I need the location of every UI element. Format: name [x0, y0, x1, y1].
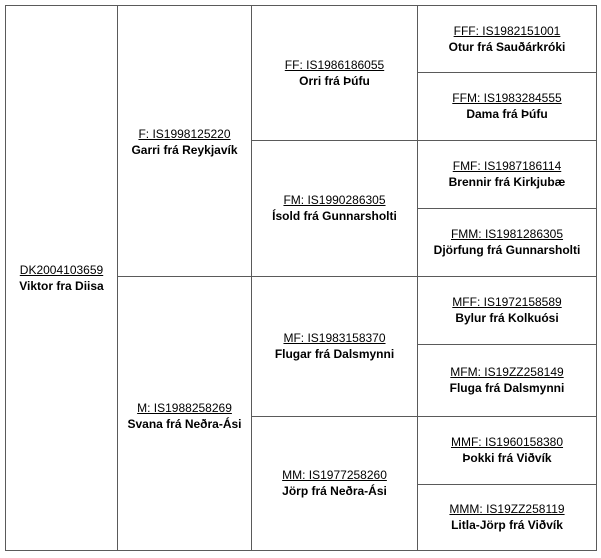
- ffm-cell: [417, 72, 597, 141]
- horse-name: Viktor fra Diisa: [19, 278, 104, 293]
- fm-id[interactable]: FM: IS1990286305: [283, 193, 386, 207]
- sire-cell: [117, 5, 252, 277]
- mfm-id[interactable]: MFM: IS19ZZ258149: [450, 365, 564, 379]
- ffm-name: Dama frá Þúfu: [466, 107, 548, 121]
- ff-id[interactable]: FF: IS1986186055: [284, 57, 385, 72]
- sire-id[interactable]: F: IS1998125220: [138, 127, 231, 141]
- mmf-cell: [417, 416, 597, 485]
- ffm-id[interactable]: FFM: IS1983284555: [452, 91, 562, 105]
- mmf-name: Þokki frá Viðvík: [462, 451, 552, 465]
- horse-cell: [5, 5, 118, 551]
- fff-id[interactable]: FFF: IS1982151001: [453, 23, 561, 38]
- mf-id[interactable]: MF: IS1983158370: [283, 331, 386, 345]
- mff-cell: [417, 276, 597, 345]
- mm-cell: [251, 416, 418, 551]
- ff-cell: [251, 5, 418, 141]
- mfm-cell: [417, 344, 597, 417]
- ff-name: Orri frá Þúfu: [299, 73, 370, 88]
- dam-cell: [117, 276, 252, 551]
- dam-id[interactable]: M: IS1988258269: [137, 401, 232, 415]
- horse-id[interactable]: DK2004103659: [19, 262, 104, 277]
- fmf-cell: [417, 140, 597, 209]
- mff-name: Bylur frá Kolkuósi: [455, 311, 559, 325]
- fmf-name: Brennir frá Kirkjubæ: [448, 175, 566, 189]
- sire-name: Garri frá Reykjavík: [131, 143, 238, 157]
- fff-name: Otur frá Sauðárkróki: [448, 39, 566, 54]
- mmf-id[interactable]: MMF: IS1960158380: [450, 435, 564, 449]
- mmm-cell: [417, 484, 597, 551]
- mmm-id[interactable]: MMM: IS19ZZ258119: [449, 502, 565, 516]
- mf-cell: [251, 276, 418, 417]
- mff-id[interactable]: MFF: IS1972158589: [452, 295, 562, 309]
- mfm-name: Fluga frá Dalsmynni: [449, 381, 565, 395]
- mm-id[interactable]: MM: IS1977258260: [282, 468, 387, 482]
- fmm-name: Djörfung frá Gunnarsholti: [433, 243, 581, 257]
- fmm-id[interactable]: FMM: IS1981286305: [450, 227, 564, 241]
- fff-cell: [417, 5, 597, 73]
- fm-cell: [251, 140, 418, 277]
- mf-name: Flugar frá Dalsmynni: [274, 347, 395, 361]
- fm-name: Ísold frá Gunnarsholti: [272, 209, 397, 223]
- fmf-id[interactable]: FMF: IS1987186114: [452, 159, 562, 173]
- dam-name: Svana frá Neðra-Ási: [127, 417, 242, 431]
- mmm-name: Litla-Jörp frá Viðvík: [451, 518, 563, 532]
- fmm-cell: [417, 208, 597, 277]
- mm-name: Jörp frá Neðra-Ási: [282, 484, 387, 498]
